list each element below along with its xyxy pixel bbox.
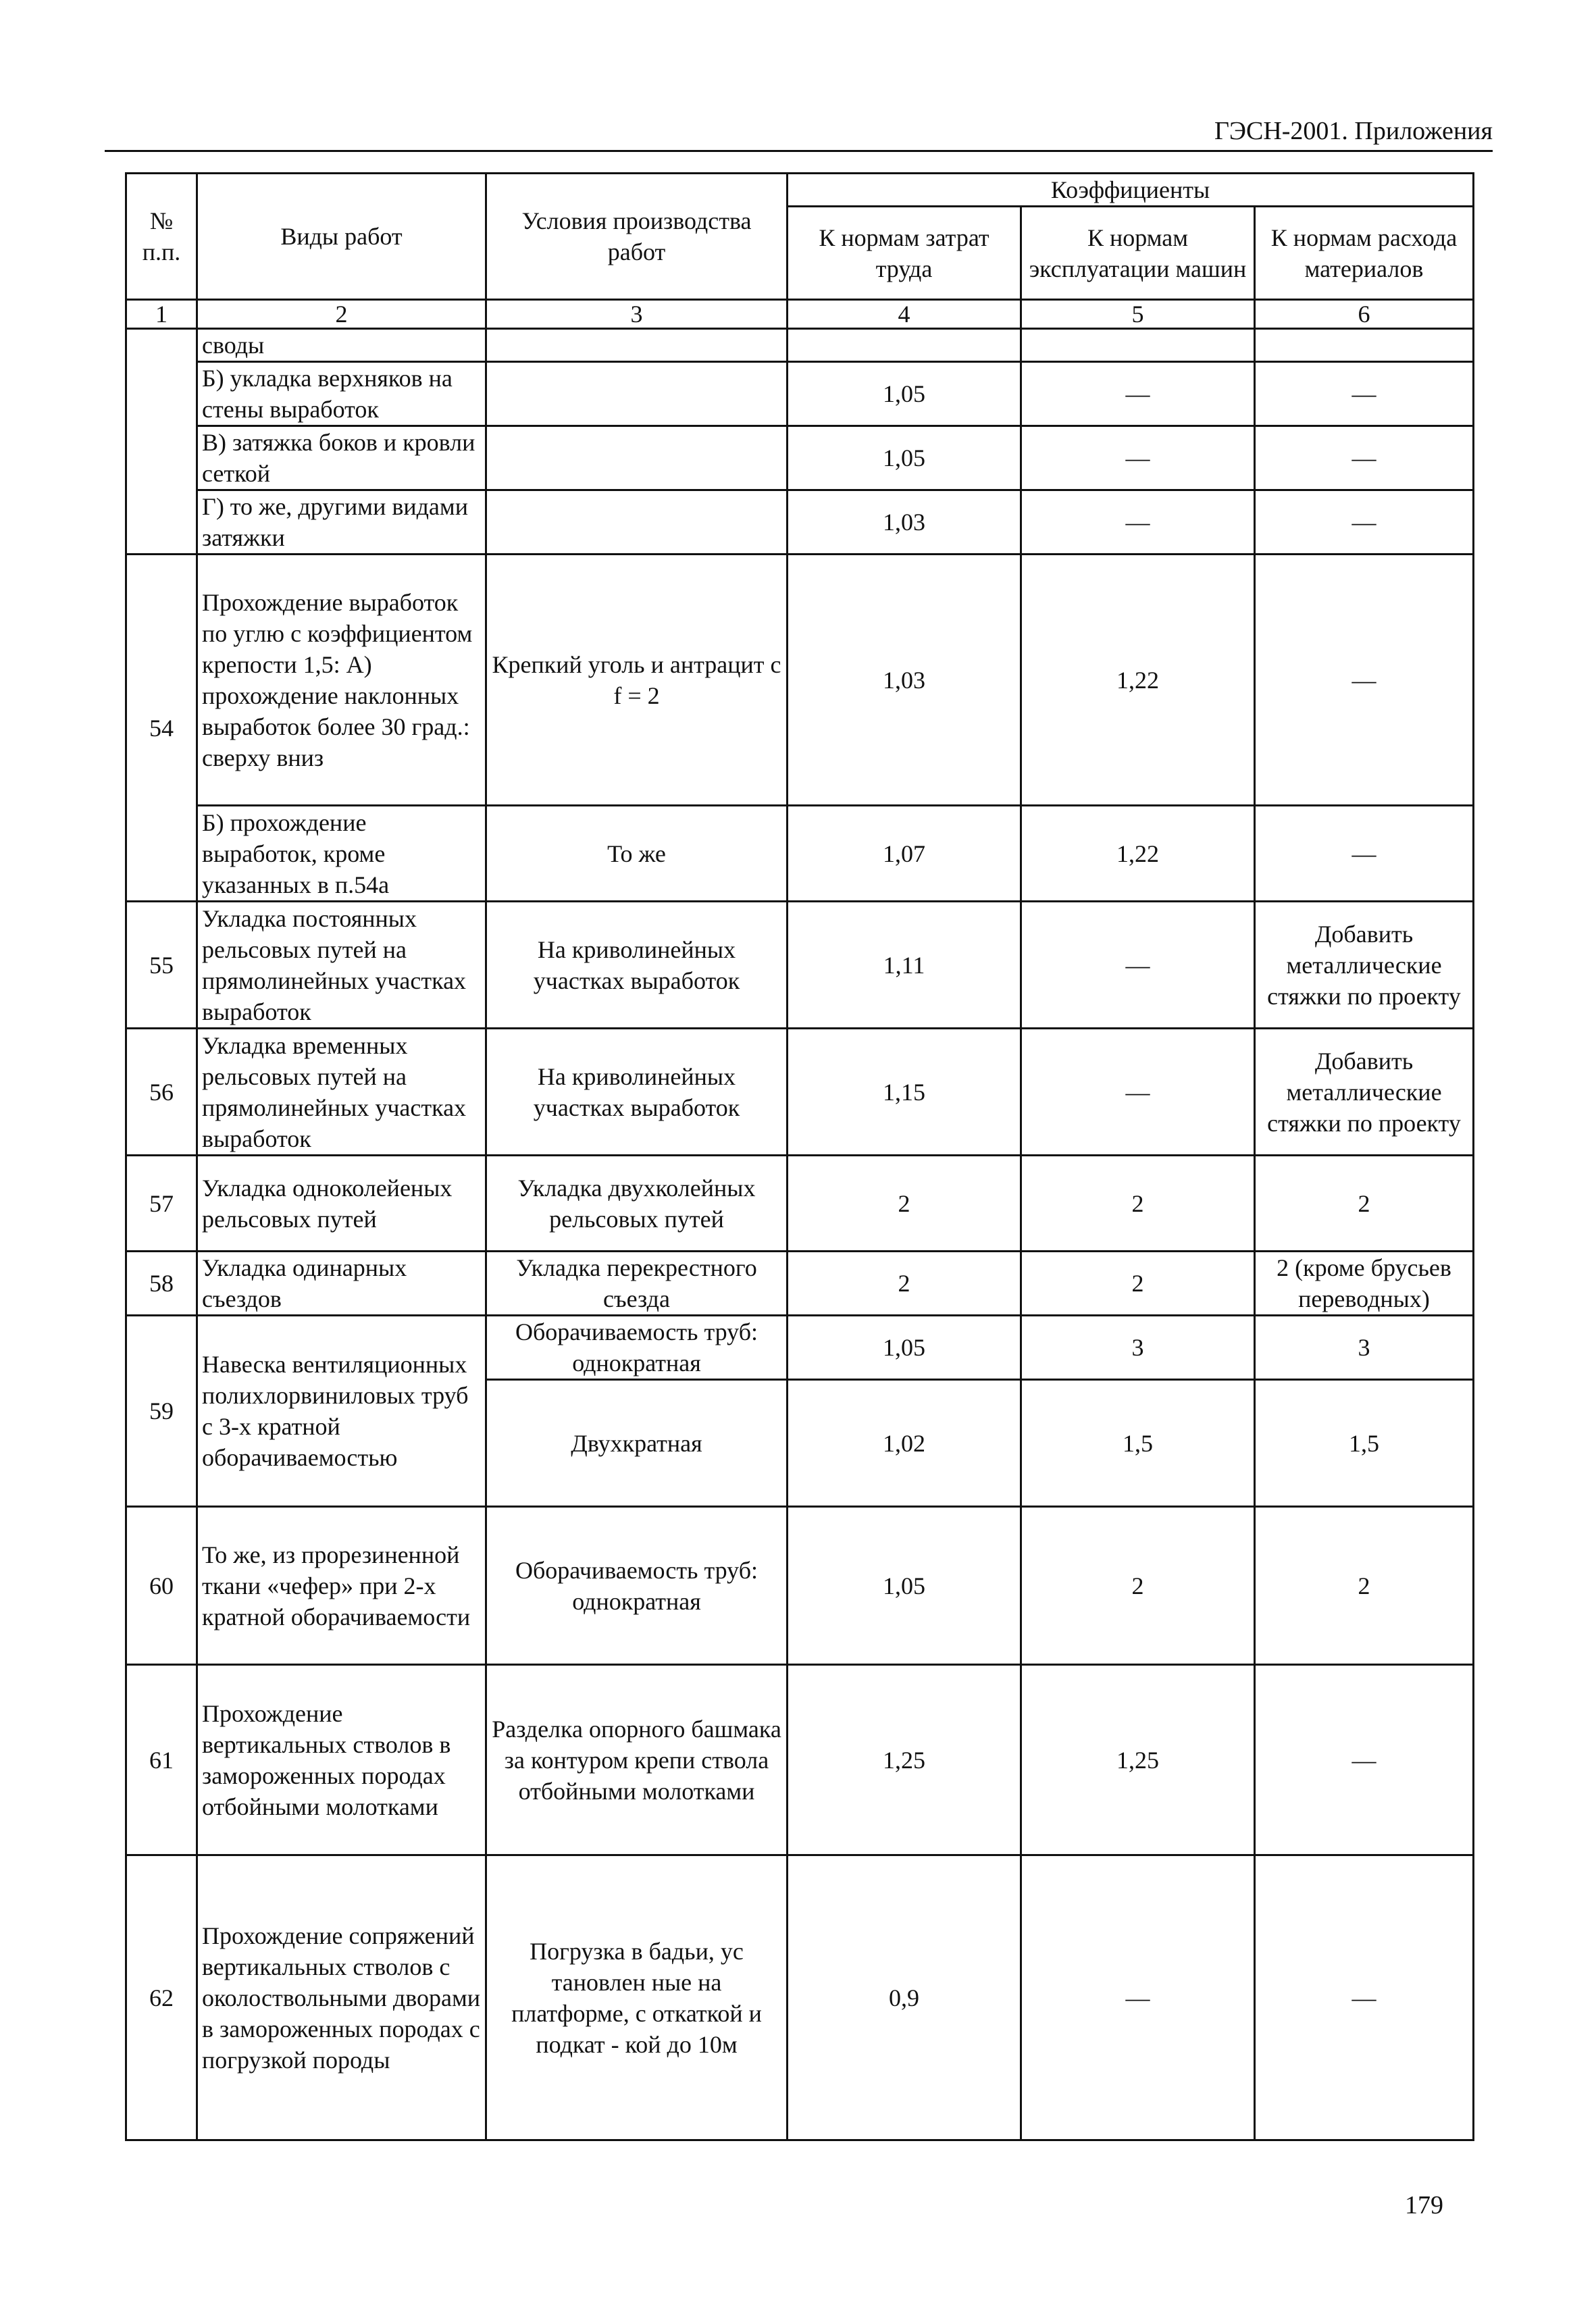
row-conditions: Укладка перекрестного съезда [486,1252,788,1316]
row-machines: 1,5 [1021,1380,1255,1507]
row-labor: 1,25 [788,1665,1021,1855]
page-header-title: ГЭСН-2001. Приложения [1214,117,1493,145]
row-work: Укладка постоянных рельсовых путей на прямолинейных участках выработок [197,902,486,1029]
row-no: 54 [126,555,197,902]
row-materials: Добавить металлические стяжки по проекту [1255,1029,1474,1156]
row-conditions: То же [486,806,788,902]
column-number: 6 [1255,300,1474,329]
row-work: Навеска вентиляционных полихлорвиниловых труб с 3-х кратной оборачиваемостью [197,1316,486,1507]
row-machines: 2 [1021,1507,1255,1665]
row-labor [788,329,1021,362]
row-work: Г) то же, другими видами затяжки [197,490,486,555]
column-number: 1 [126,300,197,329]
row-work: Б) укладка верхняков на стены выработок [197,362,486,426]
header-labor: К нормам затрат труда [788,207,1021,300]
row-conditions [486,362,788,426]
row-conditions [486,490,788,555]
row-machines: 3 [1021,1316,1255,1380]
row-work: Прохождение выработок по углю с коэффициентом крепости 1,5: А) прохождение наклонных выработок более 30 град.: сверху вниз [197,555,486,806]
row-work: Прохождение вертикальных стволов в замороженных породах отбойными молотками [197,1665,486,1855]
table-row [126,362,1474,426]
row-conditions: Разделка опорного башмака за контуром крепи ствола отбойными молотками [486,1665,788,1855]
row-no: 57 [126,1156,197,1252]
row-no: 56 [126,1029,197,1156]
table-row [126,490,1474,555]
row-work: Укладка одноколейеных рельсовых путей [197,1156,486,1252]
row-work: Б) прохождение выработок, кроме указанных в п.54а [197,806,486,902]
row-work: Укладка одинарных съездов [197,1252,486,1316]
column-number: 5 [1021,300,1255,329]
row-materials: — [1255,1855,1474,2140]
row-no: 59 [126,1316,197,1507]
row-machines: 2 [1021,1252,1255,1316]
row-materials: — [1255,555,1474,806]
row-labor: 1,05 [788,362,1021,426]
row-conditions: На криволинейных участках выработок [486,902,788,1029]
row-conditions: Оборачиваемость труб: однократная [486,1316,788,1380]
header-conditions: Условия производства работ [486,174,788,300]
row-machines: — [1021,490,1255,555]
table-row [126,555,1474,806]
row-labor: 0,9 [788,1855,1021,2140]
row-no: 55 [126,902,197,1029]
row-machines: 2 [1021,1156,1255,1252]
table-row [126,1507,1474,1665]
row-materials: 3 [1255,1316,1474,1380]
row-conditions: Двухкратная [486,1380,788,1507]
row-machines [1021,329,1255,362]
row-no: 62 [126,1855,197,2140]
row-labor: 1,05 [788,1507,1021,1665]
row-materials: — [1255,490,1474,555]
column-number: 3 [486,300,788,329]
column-number: 4 [788,300,1021,329]
row-materials: 2 [1255,1507,1474,1665]
page-number: 179 [1405,2191,1443,2219]
row-conditions: Укладка двухколейных рельсовых путей [486,1156,788,1252]
row-materials: Добавить металлические стяжки по проекту [1255,902,1474,1029]
table-row [126,806,1474,902]
row-materials: — [1255,426,1474,490]
table-row [126,426,1474,490]
table-row [126,902,1474,1029]
table-row [126,1029,1474,1156]
row-conditions: Погрузка в бадьи, ус тановлен ные на платформе, с откаткой и подкат - кой до 10м [486,1855,788,2140]
row-work: Укладка временных рельсовых путей на прямолинейных участках выработок [197,1029,486,1156]
row-no: 61 [126,1665,197,1855]
row-materials [1255,329,1474,362]
row-machines: — [1021,426,1255,490]
row-labor: 1,03 [788,490,1021,555]
row-conditions: Крепкий уголь и антрацит с f = 2 [486,555,788,806]
column-number: 2 [197,300,486,329]
table-row [126,1252,1474,1316]
row-materials: — [1255,1665,1474,1855]
row-labor: 1,05 [788,1316,1021,1380]
row-labor: 1,15 [788,1029,1021,1156]
header-coefficients: Коэффициенты [788,174,1474,207]
header-no: № п.п. [126,174,197,300]
row-labor: 1,03 [788,555,1021,806]
row-machines: 1,22 [1021,806,1255,902]
table-row [126,1665,1474,1855]
row-no: 60 [126,1507,197,1665]
table-row [126,1156,1474,1252]
header-work: Виды работ [197,174,486,300]
header-materials: К нормам расхода материалов [1255,207,1474,300]
row-no [126,329,197,555]
row-work: В) затяжка боков и кровли сеткой [197,426,486,490]
row-work: своды [197,329,486,362]
table-row [126,1316,1474,1380]
row-labor: 2 [788,1252,1021,1316]
row-machines: 1,25 [1021,1665,1255,1855]
row-labor: 1,02 [788,1380,1021,1507]
row-conditions: Оборачиваемость труб: однократная [486,1507,788,1665]
row-materials: 1,5 [1255,1380,1474,1507]
row-machines: — [1021,362,1255,426]
row-conditions [486,329,788,362]
row-labor: 1,05 [788,426,1021,490]
row-materials: 2 (кроме брусьев переводных) [1255,1252,1474,1316]
row-materials: 2 [1255,1156,1474,1252]
row-machines: — [1021,1029,1255,1156]
row-materials: — [1255,362,1474,426]
coefficients-table [125,172,1474,2141]
row-machines: 1,22 [1021,555,1255,806]
row-materials: — [1255,806,1474,902]
row-machines: — [1021,1855,1255,2140]
row-conditions [486,426,788,490]
row-no: 58 [126,1252,197,1316]
row-conditions: На криволинейных участках выработок [486,1029,788,1156]
table-row [126,329,1474,362]
table-row [126,1855,1474,2140]
row-machines: — [1021,902,1255,1029]
row-labor: 1,11 [788,902,1021,1029]
row-work: Прохождение сопряжений вертикальных стволов с околоствольными дворами в замороженных породах с погрузкой породы [197,1855,486,2140]
row-labor: 1,07 [788,806,1021,902]
row-work: То же, из прорезиненной ткани «чефер» при 2-х кратной оборачиваемости [197,1507,486,1665]
row-labor: 2 [788,1156,1021,1252]
page-header [105,115,1493,152]
header-machines: К нормам эксплуатации машин [1021,207,1255,300]
